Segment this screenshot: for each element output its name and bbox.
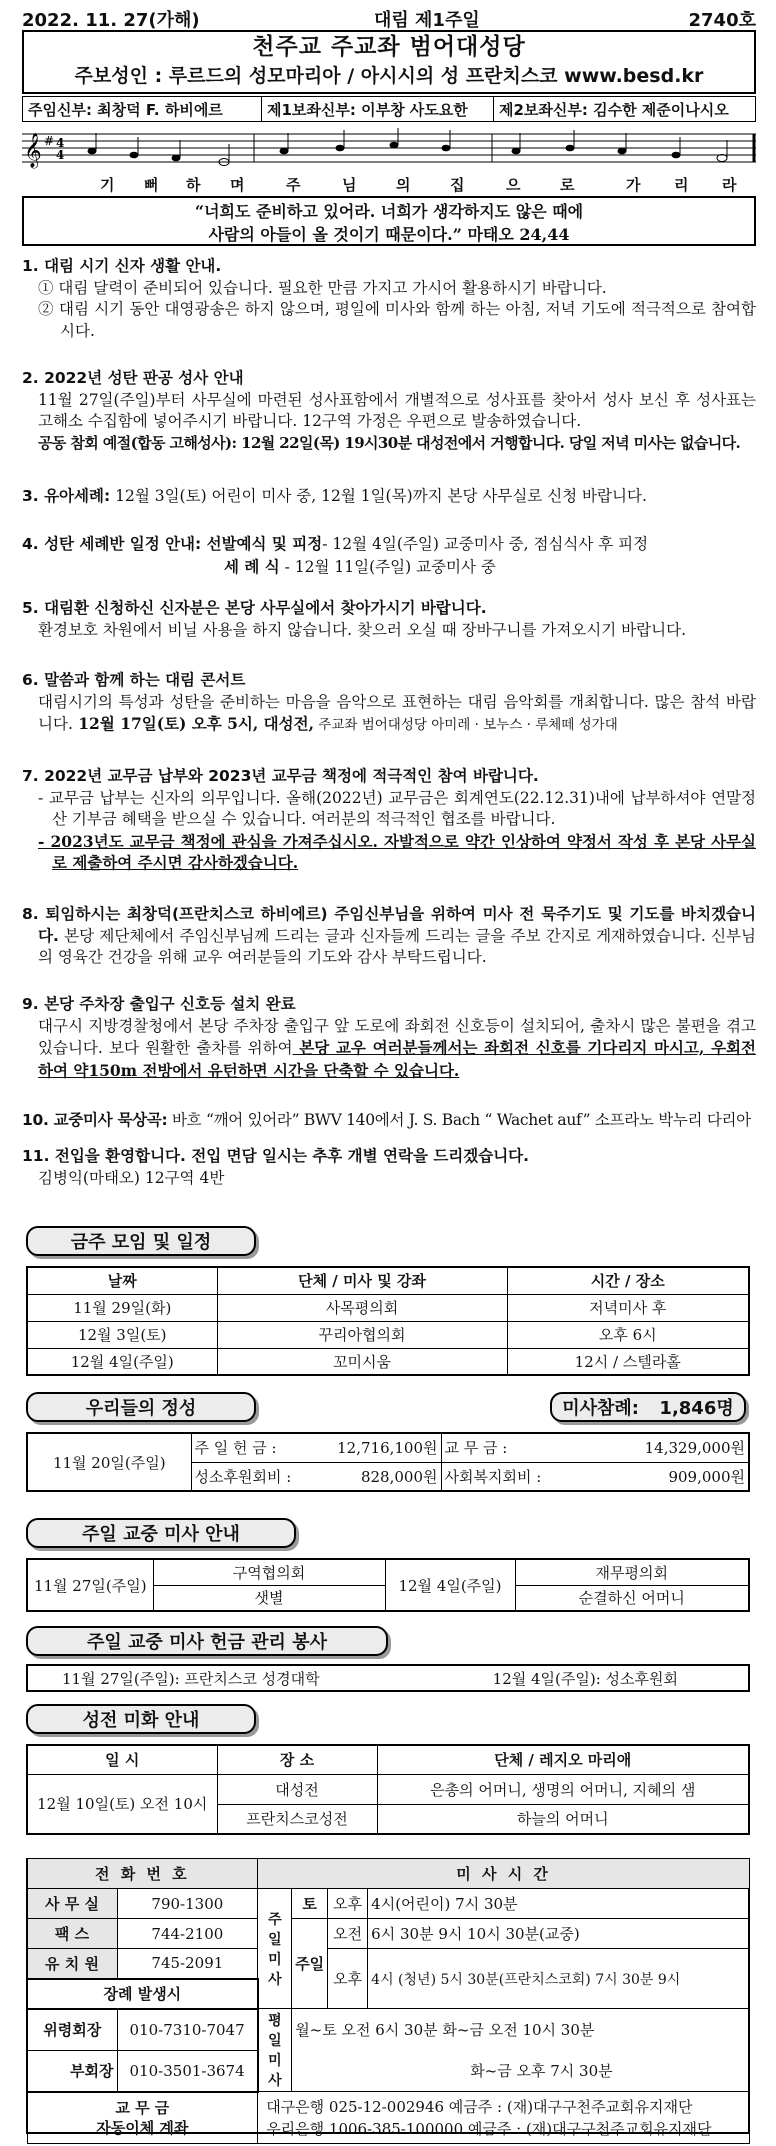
phone-number: 790-1300	[117, 1889, 258, 1919]
notice-subtitle: 세 례 식	[224, 556, 280, 576]
notice-title: 8. 퇴임하시는 최창덕(프란치스코 하비에르) 주임신부님을 위하여 미사 전 묵주기도 및 기도를 바치겠습니다.	[22, 905, 756, 945]
notice-10	[22, 1110, 756, 1132]
svg-text:𝄞: 𝄞	[24, 133, 42, 168]
offering-table	[26, 1432, 750, 1492]
phone-number: 745-2091	[117, 1949, 258, 1979]
offering-label: 주 일 헌 금 :	[191, 1433, 321, 1462]
meeting-group: 사목평의회	[217, 1294, 507, 1321]
cash-service-left: 11월 27일(주일): 프란치스코 성경대학	[62, 1669, 320, 1688]
sunday-mass-table	[26, 1558, 750, 1612]
assistant-priest-2: 제2보좌신부: 김수한 제준이나시오	[494, 96, 756, 122]
table-row	[27, 1559, 749, 1585]
mass-attendance	[550, 1392, 746, 1422]
table-header: 장 소	[217, 1745, 377, 1774]
mass-times-heading: 미 사 시 간	[258, 1859, 750, 1889]
saturday-times: 4시(어린이) 7시 30분	[368, 1889, 750, 1919]
notice-text-underlined: - 2023년도 교무금 책정에 관심을 가져주십시오. 자발적으로 약간 인상하여 약정서 작성 후 본당 사무실로 제출하여 주시면 감사하겠습니다.	[38, 831, 756, 872]
notice-text: 대림시기의 특성과 성탄을 준비하는 마음을 음악으로 표현하는 대림 음악회를 개최합니다. 많은 참석 바랍니다.	[38, 692, 756, 733]
notice-text: - 교무금 납부는 신자의 의무입니다. 올해(2022년) 교무금은 회계연도(22.12.31)내에 납부하셔야 연말정산 기부금 혜택을 받으실 수 있습니다. 여러분의 적극적인 협조를 바랍니다.	[38, 788, 756, 828]
table-row	[27, 1294, 749, 1321]
issue-header	[22, 6, 756, 31]
quote-line-2: 사람의 아들이 올 것이기 때문이다.” 마태오 24,44	[208, 225, 570, 244]
meeting-group: 꼬미시움	[217, 1348, 507, 1375]
bank-account: 대구은행 025-12-002946 예금주 : (재)대구구천주교회유지재단	[266, 2097, 693, 2116]
meeting-time: 오후 6시	[507, 1321, 749, 1348]
pastor: 주임신부: 최창덕 F. 하비에르	[22, 96, 262, 122]
notice-8	[22, 904, 756, 969]
sunday-mass-heading: 주일 교중 미사 안내	[26, 1518, 296, 1548]
funeral-heading: 장례 발생시	[27, 1979, 258, 2009]
meeting-time: 저녁미사 후	[507, 1294, 749, 1321]
funeral-label: 위령회장	[27, 2009, 117, 2051]
notice-title: 4. 성탄 세례반 일정 안내: 선발예식 및 피정	[22, 535, 323, 553]
meetings-table	[26, 1266, 750, 1376]
notice-text: 바흐 “깨어 있어라” BWV 140에서 J. S. Bach “ Wachet auf” 소프라노 박누리 다리아	[167, 1111, 751, 1129]
lyric-syllable: 라	[722, 176, 737, 194]
notice-text: 주교좌 범어대성당 아미레 · 보누스 · 루체떼 성가대	[314, 717, 618, 733]
liturgical-week: 대림 제1주일	[374, 10, 480, 31]
funeral-phone: 010-3501-3674	[117, 2050, 258, 2092]
lyric-syllable: 님	[342, 176, 357, 194]
notice-title: 1. 대림 시기 신자 생활 안내.	[22, 257, 222, 275]
table-row	[27, 1321, 749, 1348]
sunday-mass-label: 주일미사	[258, 1889, 292, 2009]
notice-4	[22, 534, 756, 578]
phone-number: 744-2100	[117, 1919, 258, 1949]
notice-text: - 12월 11일(주일) 교중미사 중	[279, 557, 496, 576]
lyric-syllable: 로	[560, 176, 575, 194]
decoration-group: 은총의 어머니, 생명의 어머니, 지혜의 샘	[377, 1774, 749, 1804]
weekday-times-1: 월~토 오전 6시 30분 화~금 오전 10시 30분	[292, 2009, 750, 2051]
mass-group: 순결하신 어머니	[515, 1585, 749, 1611]
notice-title: 6. 말씀과 함께 하는 대림 콘서트	[22, 671, 246, 689]
notice-text: 김병익(마태오) 12구역 4반	[38, 1168, 225, 1187]
lyric-syllable: 집	[450, 176, 465, 194]
phone-label: 유 치 원	[27, 1949, 117, 1979]
notice-text-bold: 12월 17일(토) 오후 5시, 대성전,	[72, 714, 314, 733]
assistant-priest-1: 제1보좌신부: 이부창 사도요한	[262, 96, 494, 122]
church-patrons: 주보성인 : 루르드의 성모마리아 / 아시시의 성 프란치스코 www.besd.kr	[74, 65, 704, 87]
notice-text: 12월 3일(토) 어린이 미사 중, 12월 1일(목)까지 본당 사무실로 신청 바랍니다.	[110, 487, 647, 505]
phone-heading: 전 화 번 호	[27, 1859, 258, 1889]
lyric-syllable: 며	[230, 176, 245, 194]
offering-amount: 12,716,100원	[321, 1433, 441, 1462]
lyric-syllable: 의	[396, 176, 411, 194]
lyric-syllable: 기	[100, 176, 115, 194]
lyric-syllable: 리	[674, 176, 689, 194]
hymn-lyrics	[22, 174, 756, 194]
mass-group: 구역협의회	[153, 1559, 385, 1585]
notice-7	[22, 766, 756, 874]
sunday-pm-times: 4시 (청년) 5시 30분(프란치스코회) 7시 30분 9시	[368, 1949, 750, 2009]
meeting-date: 12월 4일(주일)	[27, 1348, 217, 1375]
pm-label: 오후	[328, 1949, 368, 2009]
quote-line-1: “너희도 준비하고 있어라. 너희가 생각하지도 않은 때에	[194, 202, 584, 221]
phone-label: 팩 스	[27, 1919, 117, 1949]
table-header: 단체 / 레지오 마리애	[377, 1745, 749, 1774]
church-title-box	[22, 30, 756, 94]
offering-amount: 828,000원	[321, 1462, 441, 1491]
notice-text: 본당 제단체에서 주임신부님께 드리는 글과 신자들께 드리는 글을 주보 간지로 게재하였습니다. 신부님의 영육간 건강을 위해 교우 여러분들의 기도와 감사 부탁드립니다.	[38, 926, 756, 966]
notice-3	[22, 486, 756, 508]
decoration-group: 하늘의 어머니	[377, 1804, 749, 1834]
mass-group: 재무평의회	[515, 1559, 749, 1585]
notice-text: ② 대림 시기 동안 대영광송은 하지 않으며, 평일에 미사와 함께 하는 아침, 저녁 기도에 적극적으로 참여합시다.	[38, 300, 756, 340]
notice-text: 대구시 지방경찰청에서 본당 주차장 출입구 앞 도로에 좌회전 신호등이 설치되어, 출차시 많은 불편을 겪고 있습니다. 보다 원활한 출차를 위하여	[38, 1016, 756, 1057]
offering-label: 교 무 금 :	[441, 1433, 561, 1462]
lyric-syllable: 주	[286, 176, 301, 194]
decoration-table	[26, 1744, 750, 1835]
decoration-place: 프란치스코성전	[217, 1804, 377, 1834]
table-header: 단체 / 미사 및 강좌	[217, 1267, 507, 1294]
notice-6	[22, 670, 756, 737]
offering-label: 성소후원회비 :	[191, 1462, 321, 1491]
offering-label: 사회복지회비 :	[441, 1462, 561, 1491]
notice-title: 5. 대림환 신청하신 신자분은 본당 사무실에서 찾아가시기 바랍니다.	[22, 599, 487, 617]
notice-text: - 12월 4일(주일) 교중미사 중, 점심식사 후 피정	[322, 535, 649, 553]
cash-service-right: 12월 4일(주일): 성소후원회	[492, 1669, 678, 1688]
mass-attendance-label: 미사참례:	[562, 1398, 639, 1419]
decoration-place: 대성전	[217, 1774, 377, 1804]
phone-label: 사 무 실	[27, 1889, 117, 1919]
meeting-time: 12시 / 스텔라홀	[507, 1348, 749, 1375]
decoration-date: 12월 10일(토) 오전 10시	[27, 1774, 217, 1834]
lyric-syllable: 하	[186, 176, 201, 194]
weekday-times-2: 화~금 오후 7시 30분	[292, 2050, 750, 2092]
mass-group: 샛별	[153, 1585, 385, 1611]
priests-row	[22, 96, 756, 122]
weekday-mass-label: 평일미사	[258, 2009, 292, 2092]
notice-1	[22, 256, 756, 342]
offering-date: 11월 20일(주일)	[27, 1433, 191, 1491]
contact-table	[26, 1858, 750, 2144]
notice-text: 환경보호 차원에서 비닐 사용을 하지 않습니다. 찾으러 오실 때 장바구니를 가져오시기 바랍니다.	[38, 620, 687, 639]
table-header: 일 시	[27, 1745, 217, 1774]
notice-title: 11. 전입을 환영합니다. 전입 면담 일시는 추후 개별 연락을 드리겠습니다.	[22, 1147, 530, 1165]
offering-amount: 14,329,000원	[561, 1433, 749, 1462]
table-row	[27, 1433, 749, 1462]
sunday-am-times: 6시 30분 9시 10시 30분(교중)	[368, 1919, 750, 1949]
svg-text:#: #	[44, 134, 55, 148]
sunday-label: 주일	[292, 1919, 328, 2009]
lyric-syllable: 으	[506, 176, 521, 194]
table-header: 날짜	[27, 1267, 217, 1294]
decoration-heading: 성전 미화 안내	[26, 1704, 256, 1734]
svg-text:4: 4	[56, 148, 65, 162]
notice-2	[22, 368, 756, 454]
meeting-group: 꾸리아협의회	[217, 1321, 507, 1348]
scripture-quote	[22, 196, 756, 246]
notice-text: 11월 27일(주일)부터 사무실에 마련된 성사표함에서 개별적으로 성사표를 찾아서 성사 보신 후 성사표는 고해소 수집함에 넣어주시기 바랍니다. 12구역 가정은 우편으로 발송하였습니다.	[38, 390, 756, 430]
notice-text-bold: 공동 참회 예절(합동 고해성사): 12월 22일(목) 19시30분 대성전에서 거행합니다. 당일 저녁 미사는 없습니다.	[38, 433, 741, 452]
notice-title: 7. 2022년 교무금 납부와 2023년 교무금 책정에 적극적인 참여 바랍니다.	[22, 767, 539, 785]
table-row	[27, 1348, 749, 1375]
svg-text:4: 4	[56, 136, 65, 150]
notice-text-underlined: 본당 교우 여러분들께서는 좌회전 신호를 기다리지 마시고, 우회전 하여 약150m 전방에서 유턴하면 시간을 단축할 수 있습니다.	[38, 1038, 757, 1080]
notice-9	[22, 994, 756, 1082]
mass-date: 12월 4일(주일)	[385, 1559, 515, 1611]
meeting-date: 11월 29일(화)	[27, 1294, 217, 1321]
issue-number: 2740호	[688, 10, 756, 31]
bank-account: 우리은행 1006-385-100000 예금주 : (재)대구구천주교회유지재단	[266, 2119, 712, 2138]
table-header: 시간 / 장소	[507, 1267, 749, 1294]
church-title: 천주교 주교좌 범어대성당	[252, 34, 526, 60]
notice-title: 3. 유아세례:	[22, 487, 111, 505]
notice-11	[22, 1146, 756, 1189]
pm-label: 오후	[328, 1889, 368, 1919]
offering-heading: 우리들의 정성	[26, 1392, 256, 1422]
mass-attendance-count: 1,846명	[659, 1398, 734, 1419]
saturday-label: 토	[292, 1889, 328, 1919]
meeting-date: 12월 3일(토)	[27, 1321, 217, 1348]
cash-service-heading: 주일 교중 미사 헌금 관리 봉사	[26, 1626, 388, 1656]
cash-service-row	[26, 1664, 750, 1692]
lyric-syllable: 뻐	[144, 176, 159, 194]
notice-title: 10. 교중미사 묵상곡:	[22, 1111, 168, 1129]
meetings-heading: 금주 모임 및 일정	[26, 1226, 256, 1256]
mass-date: 11월 27일(주일)	[27, 1559, 153, 1611]
notice-5	[22, 598, 756, 641]
offering-amount: 909,000원	[561, 1462, 749, 1491]
notice-text: ① 대림 달력이 준비되어 있습니다. 필요한 만큼 가지고 가시어 활용하시기 바랍니다.	[38, 278, 607, 297]
bank-accounts	[258, 2092, 750, 2144]
issue-date: 2022. 11. 27(가해)	[22, 10, 200, 31]
notice-title: 2. 2022년 성탄 판공 성사 안내	[22, 369, 244, 387]
bank-heading: 교 무 금 자동이체 계좌	[27, 2092, 258, 2144]
am-label: 오전	[328, 1919, 368, 1949]
notice-title: 9. 본당 주차장 출입구 신호등 설치 완료	[22, 995, 296, 1013]
table-row	[27, 1774, 749, 1804]
lyric-syllable: 가	[626, 176, 641, 194]
funeral-label: 부회장	[27, 2050, 117, 2092]
funeral-phone: 010-7310-7047	[117, 2009, 258, 2051]
